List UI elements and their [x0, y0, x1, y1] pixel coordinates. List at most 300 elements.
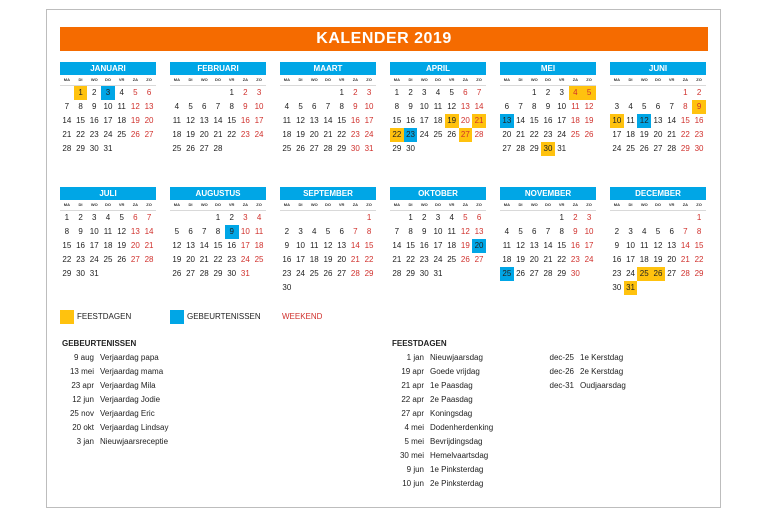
day-cell[interactable]: 18: [282, 130, 292, 139]
day-cell[interactable]: 17: [364, 116, 374, 125]
day-cell[interactable]: 2: [229, 213, 234, 222]
day-cell[interactable]: 14: [213, 116, 223, 125]
day-cell[interactable]: 6: [463, 88, 468, 97]
day-cell[interactable]: 11: [447, 227, 456, 236]
day-cell[interactable]: 9: [243, 102, 248, 111]
day-cell[interactable]: 9: [422, 227, 427, 236]
day-cell[interactable]: 27: [653, 144, 663, 153]
day-cell[interactable]: 20: [144, 116, 154, 125]
day-cell[interactable]: 22: [62, 255, 72, 264]
day-cell[interactable]: 16: [419, 241, 429, 250]
day-cell[interactable]: 15: [680, 116, 690, 125]
day-cell[interactable]: 22: [390, 128, 404, 142]
day-cell[interactable]: 6: [504, 102, 510, 111]
day-cell[interactable]: 4: [569, 86, 583, 100]
day-cell[interactable]: 29: [213, 269, 223, 278]
day-cell[interactable]: 5: [582, 86, 596, 100]
day-cell[interactable]: 13: [500, 114, 514, 128]
day-cell[interactable]: 1: [339, 88, 344, 97]
day-cell[interactable]: 12: [130, 102, 140, 111]
day-cell[interactable]: 16: [227, 241, 237, 250]
day-cell[interactable]: 13: [667, 241, 677, 250]
day-cell[interactable]: 14: [199, 241, 209, 250]
day-cell[interactable]: 24: [240, 255, 250, 264]
day-cell[interactable]: 30: [89, 144, 99, 153]
day-cell[interactable]: 14: [323, 116, 333, 125]
day-cell[interactable]: 9: [408, 102, 413, 111]
day-cell[interactable]: 29: [694, 269, 704, 278]
day-cell[interactable]: 10: [584, 227, 594, 236]
day-cell[interactable]: 11: [433, 102, 443, 111]
day-cell[interactable]: 12: [460, 227, 470, 236]
day-cell[interactable]: 19: [516, 255, 525, 264]
day-cell[interactable]: 24: [89, 255, 99, 264]
day-cell[interactable]: 10: [296, 241, 305, 250]
day-cell[interactable]: 31: [89, 269, 99, 278]
day-cell[interactable]: 13: [653, 116, 663, 125]
day-cell[interactable]: 7: [202, 227, 207, 236]
day-cell[interactable]: 18: [626, 130, 635, 139]
day-cell[interactable]: 27: [337, 269, 347, 278]
day-cell[interactable]: 20: [529, 255, 539, 264]
day-cell[interactable]: 2: [696, 88, 702, 97]
day-cell[interactable]: 23: [543, 130, 553, 139]
day-cell[interactable]: 17: [254, 116, 264, 125]
day-cell[interactable]: 15: [406, 241, 415, 250]
day-cell[interactable]: 15: [213, 241, 223, 250]
day-cell[interactable]: 17: [419, 116, 429, 125]
day-cell[interactable]: 17: [296, 255, 305, 264]
day-cell[interactable]: 19: [117, 241, 127, 250]
day-cell[interactable]: 31: [240, 269, 250, 278]
day-cell[interactable]: 10: [240, 227, 250, 236]
day-cell[interactable]: 7: [64, 102, 70, 111]
day-cell[interactable]: 29: [406, 269, 415, 278]
day-cell[interactable]: 23: [612, 269, 622, 278]
day-cell[interactable]: 31: [364, 144, 374, 153]
day-cell[interactable]: 6: [339, 227, 344, 236]
day-cell[interactable]: 1: [366, 213, 372, 222]
day-cell[interactable]: 12: [653, 241, 663, 250]
day-cell[interactable]: 21: [680, 255, 690, 264]
day-cell[interactable]: 15: [392, 116, 402, 125]
day-cell[interactable]: 27: [502, 144, 512, 153]
day-cell[interactable]: 23: [419, 255, 429, 264]
day-cell[interactable]: 29: [529, 144, 539, 153]
day-cell[interactable]: 18: [433, 116, 443, 125]
day-cell[interactable]: 6: [476, 213, 482, 222]
day-cell[interactable]: 13: [309, 116, 319, 125]
day-cell[interactable]: 4: [642, 227, 647, 236]
day-cell[interactable]: 20: [667, 255, 677, 264]
day-cell[interactable]: 6: [669, 227, 674, 236]
day-cell[interactable]: 4: [256, 213, 262, 222]
day-cell[interactable]: 25: [309, 269, 319, 278]
day-cell[interactable]: 3: [243, 213, 248, 222]
day-cell[interactable]: 26: [323, 269, 333, 278]
day-cell[interactable]: 15: [76, 116, 85, 125]
day-cell[interactable]: 17: [103, 116, 113, 125]
day-cell[interactable]: 19: [172, 255, 182, 264]
day-cell[interactable]: 18: [103, 241, 113, 250]
day-cell[interactable]: 28: [392, 269, 402, 278]
day-cell[interactable]: 16: [76, 241, 85, 250]
day-cell[interactable]: 18: [502, 255, 512, 264]
day-cell[interactable]: 17: [584, 241, 594, 250]
day-cell[interactable]: 13: [144, 102, 154, 111]
day-cell[interactable]: 12: [516, 241, 525, 250]
day-cell[interactable]: 29: [392, 144, 402, 153]
day-cell[interactable]: 8: [408, 227, 413, 236]
day-cell[interactable]: 4: [312, 227, 317, 236]
day-cell[interactable]: 26: [447, 130, 457, 139]
day-cell[interactable]: 5: [449, 88, 454, 97]
day-cell[interactable]: 27: [186, 269, 195, 278]
day-cell[interactable]: 10: [419, 102, 429, 111]
day-cell[interactable]: 25: [500, 267, 514, 281]
day-cell[interactable]: 8: [64, 227, 70, 236]
day-cell[interactable]: 6: [532, 227, 537, 236]
day-cell[interactable]: 4: [174, 102, 180, 111]
day-cell[interactable]: 14: [667, 116, 677, 125]
day-cell[interactable]: 18: [117, 116, 127, 125]
day-cell[interactable]: 28: [350, 269, 360, 278]
day-cell[interactable]: 5: [298, 102, 303, 111]
day-cell[interactable]: 28: [199, 269, 209, 278]
day-cell[interactable]: 22: [364, 255, 374, 264]
day-cell[interactable]: 11: [254, 227, 264, 236]
day-cell[interactable]: 20: [502, 130, 512, 139]
day-cell[interactable]: 30: [570, 269, 580, 278]
day-cell[interactable]: 19: [639, 130, 649, 139]
day-cell[interactable]: 27: [144, 130, 154, 139]
day-cell[interactable]: 8: [394, 102, 400, 111]
day-cell[interactable]: 27: [130, 255, 140, 264]
day-cell[interactable]: 21: [516, 130, 525, 139]
day-cell[interactable]: 6: [312, 102, 317, 111]
day-cell[interactable]: 2: [614, 227, 620, 236]
day-cell[interactable]: 26: [639, 144, 649, 153]
day-cell[interactable]: 22: [76, 130, 85, 139]
day-cell[interactable]: 17: [433, 241, 443, 250]
day-cell[interactable]: 19: [323, 255, 333, 264]
day-cell[interactable]: 14: [680, 241, 690, 250]
day-cell[interactable]: 11: [626, 116, 635, 125]
day-cell[interactable]: 8: [215, 227, 221, 236]
day-cell[interactable]: 20: [309, 130, 319, 139]
day-cell[interactable]: 4: [105, 213, 111, 222]
day-cell[interactable]: 14: [474, 102, 484, 111]
day-cell[interactable]: 4: [628, 102, 633, 111]
day-cell[interactable]: 12: [296, 116, 305, 125]
day-cell[interactable]: 23: [282, 269, 292, 278]
day-cell[interactable]: 16: [570, 241, 580, 250]
day-cell[interactable]: 27: [474, 255, 484, 264]
day-cell[interactable]: 18: [447, 241, 457, 250]
day-cell[interactable]: 13: [474, 227, 484, 236]
day-cell[interactable]: 9: [573, 227, 578, 236]
day-cell[interactable]: 23: [350, 130, 360, 139]
day-cell[interactable]: 8: [532, 102, 537, 111]
day-cell[interactable]: 26: [651, 267, 665, 281]
day-cell[interactable]: 3: [559, 88, 564, 97]
day-cell[interactable]: 29: [62, 269, 72, 278]
day-cell[interactable]: 26: [130, 130, 140, 139]
day-cell[interactable]: 12: [172, 241, 182, 250]
day-cell[interactable]: 7: [683, 227, 688, 236]
day-cell[interactable]: 14: [144, 227, 154, 236]
day-cell[interactable]: 24: [433, 255, 443, 264]
day-cell[interactable]: 15: [227, 116, 237, 125]
day-cell[interactable]: 22: [213, 255, 223, 264]
day-cell[interactable]: 21: [199, 255, 209, 264]
day-cell[interactable]: 1: [394, 88, 400, 97]
day-cell[interactable]: 20: [130, 241, 140, 250]
day-cell[interactable]: 28: [516, 144, 525, 153]
day-cell[interactable]: 30: [694, 144, 704, 153]
day-cell[interactable]: 25: [433, 130, 443, 139]
day-cell[interactable]: 9: [284, 241, 290, 250]
day-cell[interactable]: 3: [422, 88, 427, 97]
day-cell[interactable]: 3: [628, 227, 633, 236]
day-cell[interactable]: 11: [172, 116, 181, 125]
day-cell[interactable]: 6: [188, 227, 193, 236]
day-cell[interactable]: 18: [309, 255, 319, 264]
day-cell[interactable]: 3: [92, 213, 97, 222]
day-cell[interactable]: 19: [186, 130, 195, 139]
day-cell[interactable]: 3: [614, 102, 620, 111]
day-cell[interactable]: 26: [584, 130, 594, 139]
day-cell[interactable]: 30: [350, 144, 360, 153]
day-cell[interactable]: 15: [694, 241, 704, 250]
day-cell[interactable]: 8: [78, 102, 83, 111]
day-cell[interactable]: 8: [229, 102, 234, 111]
day-cell[interactable]: 9: [225, 225, 239, 239]
day-cell[interactable]: 23: [694, 130, 704, 139]
day-cell[interactable]: 21: [144, 241, 154, 250]
day-cell[interactable]: 7: [353, 227, 358, 236]
day-cell[interactable]: 20: [186, 255, 195, 264]
day-cell[interactable]: 22: [227, 130, 237, 139]
day-cell[interactable]: 2: [408, 88, 413, 97]
day-cell[interactable]: 9: [353, 102, 358, 111]
day-cell[interactable]: 3: [435, 213, 441, 222]
day-cell[interactable]: 24: [364, 130, 374, 139]
day-cell[interactable]: 25: [103, 255, 113, 264]
day-cell[interactable]: 30: [76, 269, 85, 278]
day-cell[interactable]: 28: [144, 255, 154, 264]
day-cell[interactable]: 20: [199, 130, 209, 139]
day-cell[interactable]: 22: [406, 255, 415, 264]
day-cell[interactable]: 26: [460, 255, 470, 264]
day-cell[interactable]: 4: [449, 213, 454, 222]
day-cell[interactable]: 10: [610, 114, 624, 128]
day-cell[interactable]: 22: [680, 130, 690, 139]
day-cell[interactable]: 8: [683, 102, 688, 111]
day-cell[interactable]: 5: [518, 227, 523, 236]
day-cell[interactable]: 12: [323, 241, 333, 250]
day-cell[interactable]: 8: [366, 227, 372, 236]
day-cell[interactable]: 7: [394, 227, 400, 236]
day-cell[interactable]: 23: [240, 130, 250, 139]
day-cell[interactable]: 17: [89, 241, 99, 250]
day-cell[interactable]: 17: [240, 241, 250, 250]
day-cell[interactable]: 25: [172, 144, 182, 153]
day-cell[interactable]: 3: [586, 213, 592, 222]
day-cell[interactable]: 13: [529, 241, 539, 250]
day-cell[interactable]: 9: [614, 241, 620, 250]
day-cell[interactable]: 17: [612, 130, 622, 139]
day-cell[interactable]: 29: [364, 269, 374, 278]
day-cell[interactable]: 5: [119, 213, 124, 222]
day-cell[interactable]: 1: [408, 213, 413, 222]
day-cell[interactable]: 6: [202, 102, 207, 111]
day-cell[interactable]: 21: [392, 255, 402, 264]
day-cell[interactable]: 16: [350, 116, 360, 125]
day-cell[interactable]: 27: [309, 144, 319, 153]
day-cell[interactable]: 28: [543, 269, 553, 278]
day-cell[interactable]: 11: [117, 102, 126, 111]
day-cell[interactable]: 24: [612, 144, 622, 153]
day-cell[interactable]: 2: [92, 88, 97, 97]
day-cell[interactable]: 2: [284, 227, 290, 236]
day-cell[interactable]: 7: [476, 88, 482, 97]
day-cell[interactable]: 29: [76, 144, 85, 153]
day-cell[interactable]: 4: [119, 88, 124, 97]
day-cell[interactable]: 12: [447, 102, 457, 111]
day-cell[interactable]: 3: [256, 88, 262, 97]
day-cell[interactable]: 15: [364, 241, 374, 250]
day-cell[interactable]: 24: [557, 130, 567, 139]
day-cell[interactable]: 8: [696, 227, 702, 236]
day-cell[interactable]: 31: [624, 281, 638, 295]
day-cell[interactable]: 18: [639, 255, 649, 264]
day-cell[interactable]: 24: [419, 130, 429, 139]
day-cell[interactable]: 16: [694, 116, 704, 125]
day-cell[interactable]: 7: [215, 102, 221, 111]
day-cell[interactable]: 31: [103, 144, 113, 153]
day-cell[interactable]: 26: [172, 269, 182, 278]
day-cell[interactable]: 5: [325, 227, 331, 236]
day-cell[interactable]: 9: [545, 102, 551, 111]
day-cell[interactable]: 12: [637, 114, 651, 128]
day-cell[interactable]: 28: [323, 144, 333, 153]
day-cell[interactable]: 15: [337, 116, 347, 125]
day-cell[interactable]: 28: [62, 144, 72, 153]
day-cell[interactable]: 10: [103, 102, 113, 111]
day-cell[interactable]: 23: [404, 128, 418, 142]
day-cell[interactable]: 16: [406, 116, 415, 125]
day-cell[interactable]: 28: [474, 130, 484, 139]
day-cell[interactable]: 25: [570, 130, 580, 139]
day-cell[interactable]: 10: [89, 227, 99, 236]
day-cell[interactable]: 5: [463, 213, 468, 222]
day-cell[interactable]: 26: [117, 255, 127, 264]
day-cell[interactable]: 2: [243, 88, 248, 97]
day-cell[interactable]: 7: [545, 227, 551, 236]
day-cell[interactable]: 10: [433, 227, 443, 236]
day-cell[interactable]: 18: [254, 241, 264, 250]
day-cell[interactable]: 16: [543, 116, 553, 125]
day-cell[interactable]: 18: [172, 130, 182, 139]
day-cell[interactable]: 4: [435, 88, 441, 97]
day-cell[interactable]: 24: [296, 269, 305, 278]
day-cell[interactable]: 1: [64, 213, 70, 222]
day-cell[interactable]: 21: [472, 114, 486, 128]
day-cell[interactable]: 31: [433, 269, 443, 278]
day-cell[interactable]: 8: [559, 227, 564, 236]
day-cell[interactable]: 10: [626, 241, 635, 250]
day-cell[interactable]: 14: [516, 116, 525, 125]
day-cell[interactable]: 9: [92, 102, 97, 111]
day-cell[interactable]: 27: [199, 144, 209, 153]
day-cell[interactable]: 8: [339, 102, 344, 111]
day-cell[interactable]: 10: [254, 102, 264, 111]
day-cell[interactable]: 24: [584, 255, 594, 264]
day-cell[interactable]: 2: [422, 213, 427, 222]
day-cell[interactable]: 25: [447, 255, 457, 264]
day-cell[interactable]: 4: [504, 227, 510, 236]
day-cell[interactable]: 14: [350, 241, 360, 250]
day-cell[interactable]: 27: [667, 269, 677, 278]
day-cell[interactable]: 13: [199, 116, 209, 125]
day-cell[interactable]: 4: [284, 102, 290, 111]
day-cell[interactable]: 23: [89, 130, 99, 139]
day-cell[interactable]: 2: [78, 213, 83, 222]
day-cell[interactable]: 29: [337, 144, 347, 153]
day-cell[interactable]: 31: [557, 144, 567, 153]
day-cell[interactable]: 13: [460, 102, 470, 111]
day-cell[interactable]: 11: [571, 102, 580, 111]
day-cell[interactable]: 10: [557, 102, 567, 111]
day-cell[interactable]: 16: [240, 116, 250, 125]
day-cell[interactable]: 5: [174, 227, 180, 236]
day-cell[interactable]: 27: [529, 269, 539, 278]
day-cell[interactable]: 11: [282, 116, 291, 125]
day-cell[interactable]: 25: [626, 144, 635, 153]
day-cell[interactable]: 24: [626, 269, 635, 278]
day-cell[interactable]: 3: [298, 227, 303, 236]
day-cell[interactable]: 14: [62, 116, 72, 125]
day-cell[interactable]: 21: [323, 130, 333, 139]
day-cell[interactable]: 13: [130, 227, 140, 236]
day-cell[interactable]: 5: [133, 88, 138, 97]
day-cell[interactable]: 22: [694, 255, 704, 264]
day-cell[interactable]: 30: [406, 144, 415, 153]
day-cell[interactable]: 21: [62, 130, 72, 139]
day-cell[interactable]: 19: [584, 116, 594, 125]
day-cell[interactable]: 2: [545, 88, 551, 97]
day-cell[interactable]: 11: [103, 227, 113, 236]
day-cell[interactable]: 22: [337, 130, 347, 139]
day-cell[interactable]: 1: [532, 88, 537, 97]
day-cell[interactable]: 18: [570, 116, 580, 125]
day-cell[interactable]: 19: [130, 116, 140, 125]
day-cell[interactable]: 19: [296, 130, 305, 139]
day-cell[interactable]: 6: [133, 213, 138, 222]
day-cell[interactable]: 25: [637, 267, 651, 281]
day-cell[interactable]: 21: [213, 130, 223, 139]
day-cell[interactable]: 12: [584, 102, 594, 111]
day-cell[interactable]: 20: [460, 116, 470, 125]
day-cell[interactable]: 25: [117, 130, 127, 139]
day-cell[interactable]: 30: [282, 283, 292, 292]
day-cell[interactable]: 7: [518, 102, 523, 111]
day-cell[interactable]: 9: [692, 100, 706, 114]
day-cell[interactable]: 7: [669, 102, 674, 111]
day-cell[interactable]: 24: [254, 130, 264, 139]
day-cell[interactable]: 20: [472, 239, 486, 253]
